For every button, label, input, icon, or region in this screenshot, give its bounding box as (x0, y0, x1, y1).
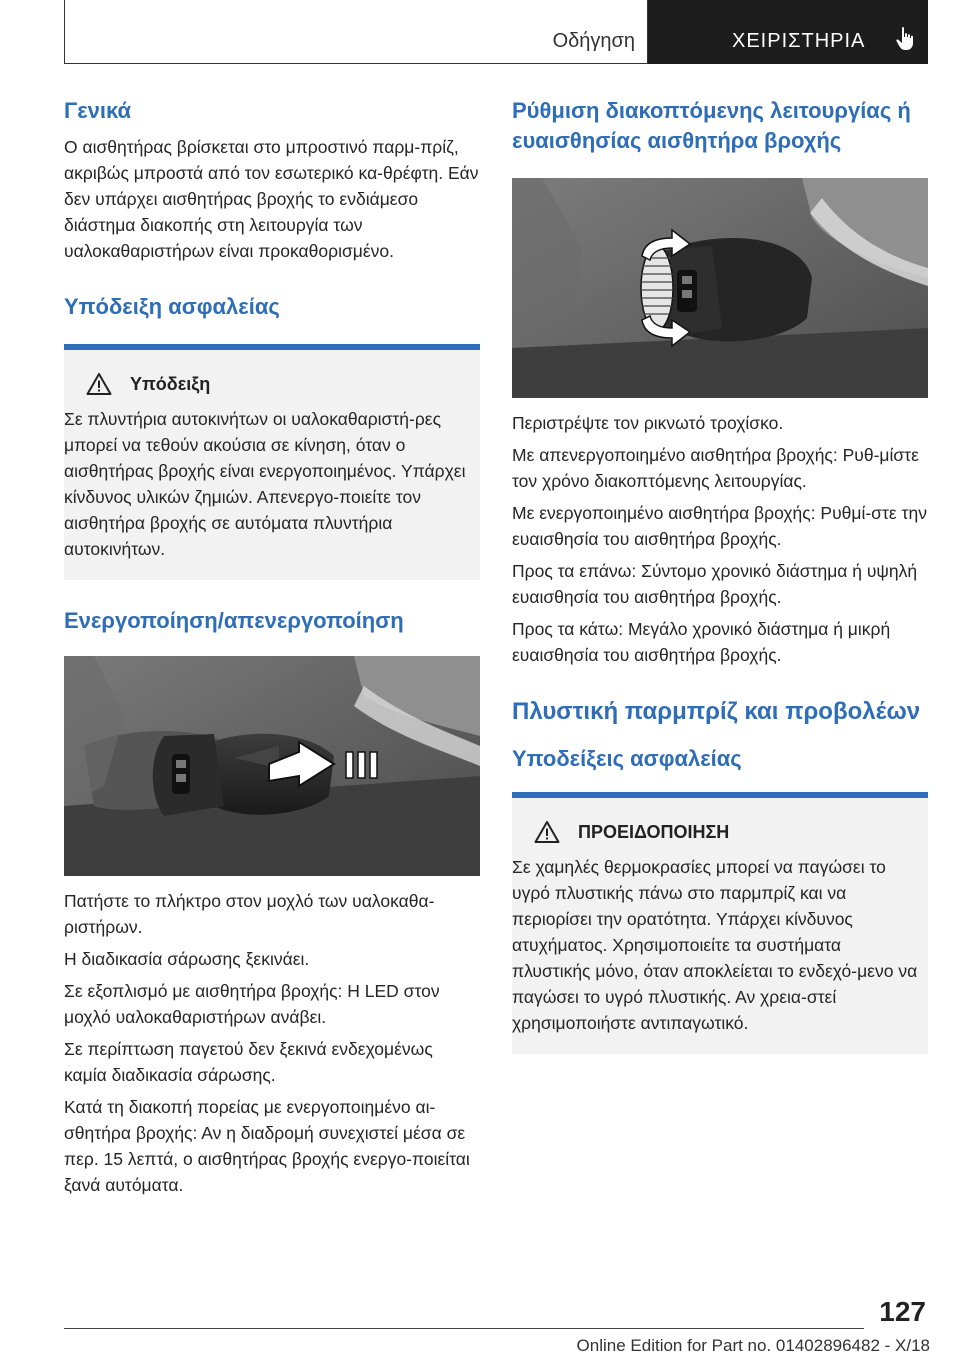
warning-text: Σε χαμηλές θερμοκρασίες μπορεί να παγώσει το υγρό πλυστικής πάνω στο παρμπρίζ και να περιορίσει την ορατότητα. Υπάρχει κίνδυνος ατυχήματος. Χρησιμοποιείτε τα συστήματα πλυστικής μόνο, όταν αποκλείεται το ενδεχό-μενο να παγώσει το υγρό πλυστικής. Αν χρεια-στεί χρησιμοποιήστε αντιπαγωτικό. (512, 857, 918, 1033)
chapter-tab (648, 0, 928, 64)
heading-adjust-sensitivity: Ρύθμιση διακοπτόμενης λειτουργίας ή ευαισθησίας αισθητήρα βροχής (512, 98, 911, 153)
general-paragraph: Ο αισθητήρας βρίσκεται στο μπροστινό παρμ-πρίζ, ακριβώς μπροστά από τον εσωτερικό κα-θρέφτη. Εάν δεν υπάρχει αισθητήρας βροχής το ενδιάμεσο διάστημα διακοπής στη λειτουργία των υαλοκαθαριστήρων είναι προκαθορισμένο. (64, 137, 479, 261)
activation-step-1: Πατήστε το πλήκτρο στον μοχλό των υαλοκαθα-ριστήρων. (64, 891, 435, 937)
footer-divider (64, 1328, 864, 1329)
activation-step-3: Σε εξοπλισμό με αισθητήρα βροχής: Η LED στον μοχλό υαλοκαθαριστήρων ανάβει. (64, 981, 440, 1027)
warning-triangle-icon (86, 372, 112, 396)
adjust-step-2: Με απενεργοποιημένο αισθητήρα βροχής: Ρυθ-μίστε τον χρόνο διακοπτόμενης λειτουργίας. (512, 445, 919, 491)
adjust-step-3: Με ενεργοποιημένο αισθητήρα βροχής: Ρυθμί-στε την ευαισθησία του αισθητήρα βροχής. (512, 503, 927, 549)
thumbwheel-figure (512, 178, 928, 398)
chapter-tab-label: ΧΕΙΡΙΣΤΗΡΙΑ (732, 30, 866, 52)
heading-general: Γενικά (64, 98, 132, 123)
safety-note-box (64, 344, 480, 580)
activation-step-5: Κατά τη διακοπή πορείας με ενεργοποιημένο αι-σθητήρα βροχής: Αν η διαδρομή συνεχιστεί μέσα σε περ. 15 λεπτά, ο αισθητήρας βροχής ενεργο-ποιείται ξανά αυτόματα. (64, 1097, 470, 1195)
activation-step-2: Η διαδικασία σάρωσης ξεκινάει. (64, 949, 310, 969)
hand-pointer-icon (894, 26, 918, 52)
adjust-step-1: Περιστρέψτε τον ρικνωτό τροχίσκο. (512, 413, 784, 433)
activation-step-4: Σε περίπτωση παγετού δεν ξεκινά ενδεχομένως καμία διαδικασία σάρωσης. (64, 1039, 433, 1085)
adjust-step-5: Προς τα κάτω: Μεγάλο χρονικό διάστημα ή μικρή ευαισθησία του αισθητήρα βροχής. (512, 619, 891, 665)
warning-triangle-icon (534, 820, 560, 844)
heading-activation: Ενεργοποίηση/απενεργοποίηση (64, 608, 404, 633)
heading-washer-safety: Υποδείξεις ασφαλείας (512, 746, 742, 771)
adjust-step-4: Προς τα επάνω: Σύντομο χρονικό διάστημα ή υψηλή ευαισθησία του αισθητήρα βροχής. (512, 561, 918, 607)
thumbwheel-rotate-illustration (512, 178, 928, 398)
right-column (512, 96, 928, 1054)
wiper-lever-press-illustration (64, 656, 480, 876)
safety-note-title: Υπόδειξη (130, 373, 211, 394)
header-tabs (64, 0, 928, 64)
wiper-button-figure (64, 656, 480, 876)
heading-safety-note: Υπόδειξη ασφαλείας (64, 294, 280, 319)
warning-title: ΠΡΟΕΙΔΟΠΟΙΗΣΗ (578, 821, 730, 842)
edition-text: Online Edition for Part no. 01402896482 - X/18 (576, 1336, 930, 1355)
heading-washer-system: Πλυστική παρμπρίζ και προβολέων (512, 698, 921, 725)
section-tab-label: Οδήγηση (552, 30, 635, 52)
section-tab (64, 0, 648, 64)
page-number: 127 (879, 1296, 926, 1327)
safety-note-text: Σε πλυντήρια αυτοκινήτων οι υαλοκαθαριστή-ρες μπορεί να τεθούν ακούσια σε κίνηση, όταν ο αισθητήρας βροχής είναι ενεργοποιημένος. Υπάρχει κίνδυνος υλικών ζημιών. Απενεργο-ποιείτε τον αισθητήρα βροχής σε αυτόματα πλυντήρια αυτοκινήτων. (64, 409, 466, 559)
warning-box (512, 792, 928, 1054)
left-column (64, 96, 480, 1204)
